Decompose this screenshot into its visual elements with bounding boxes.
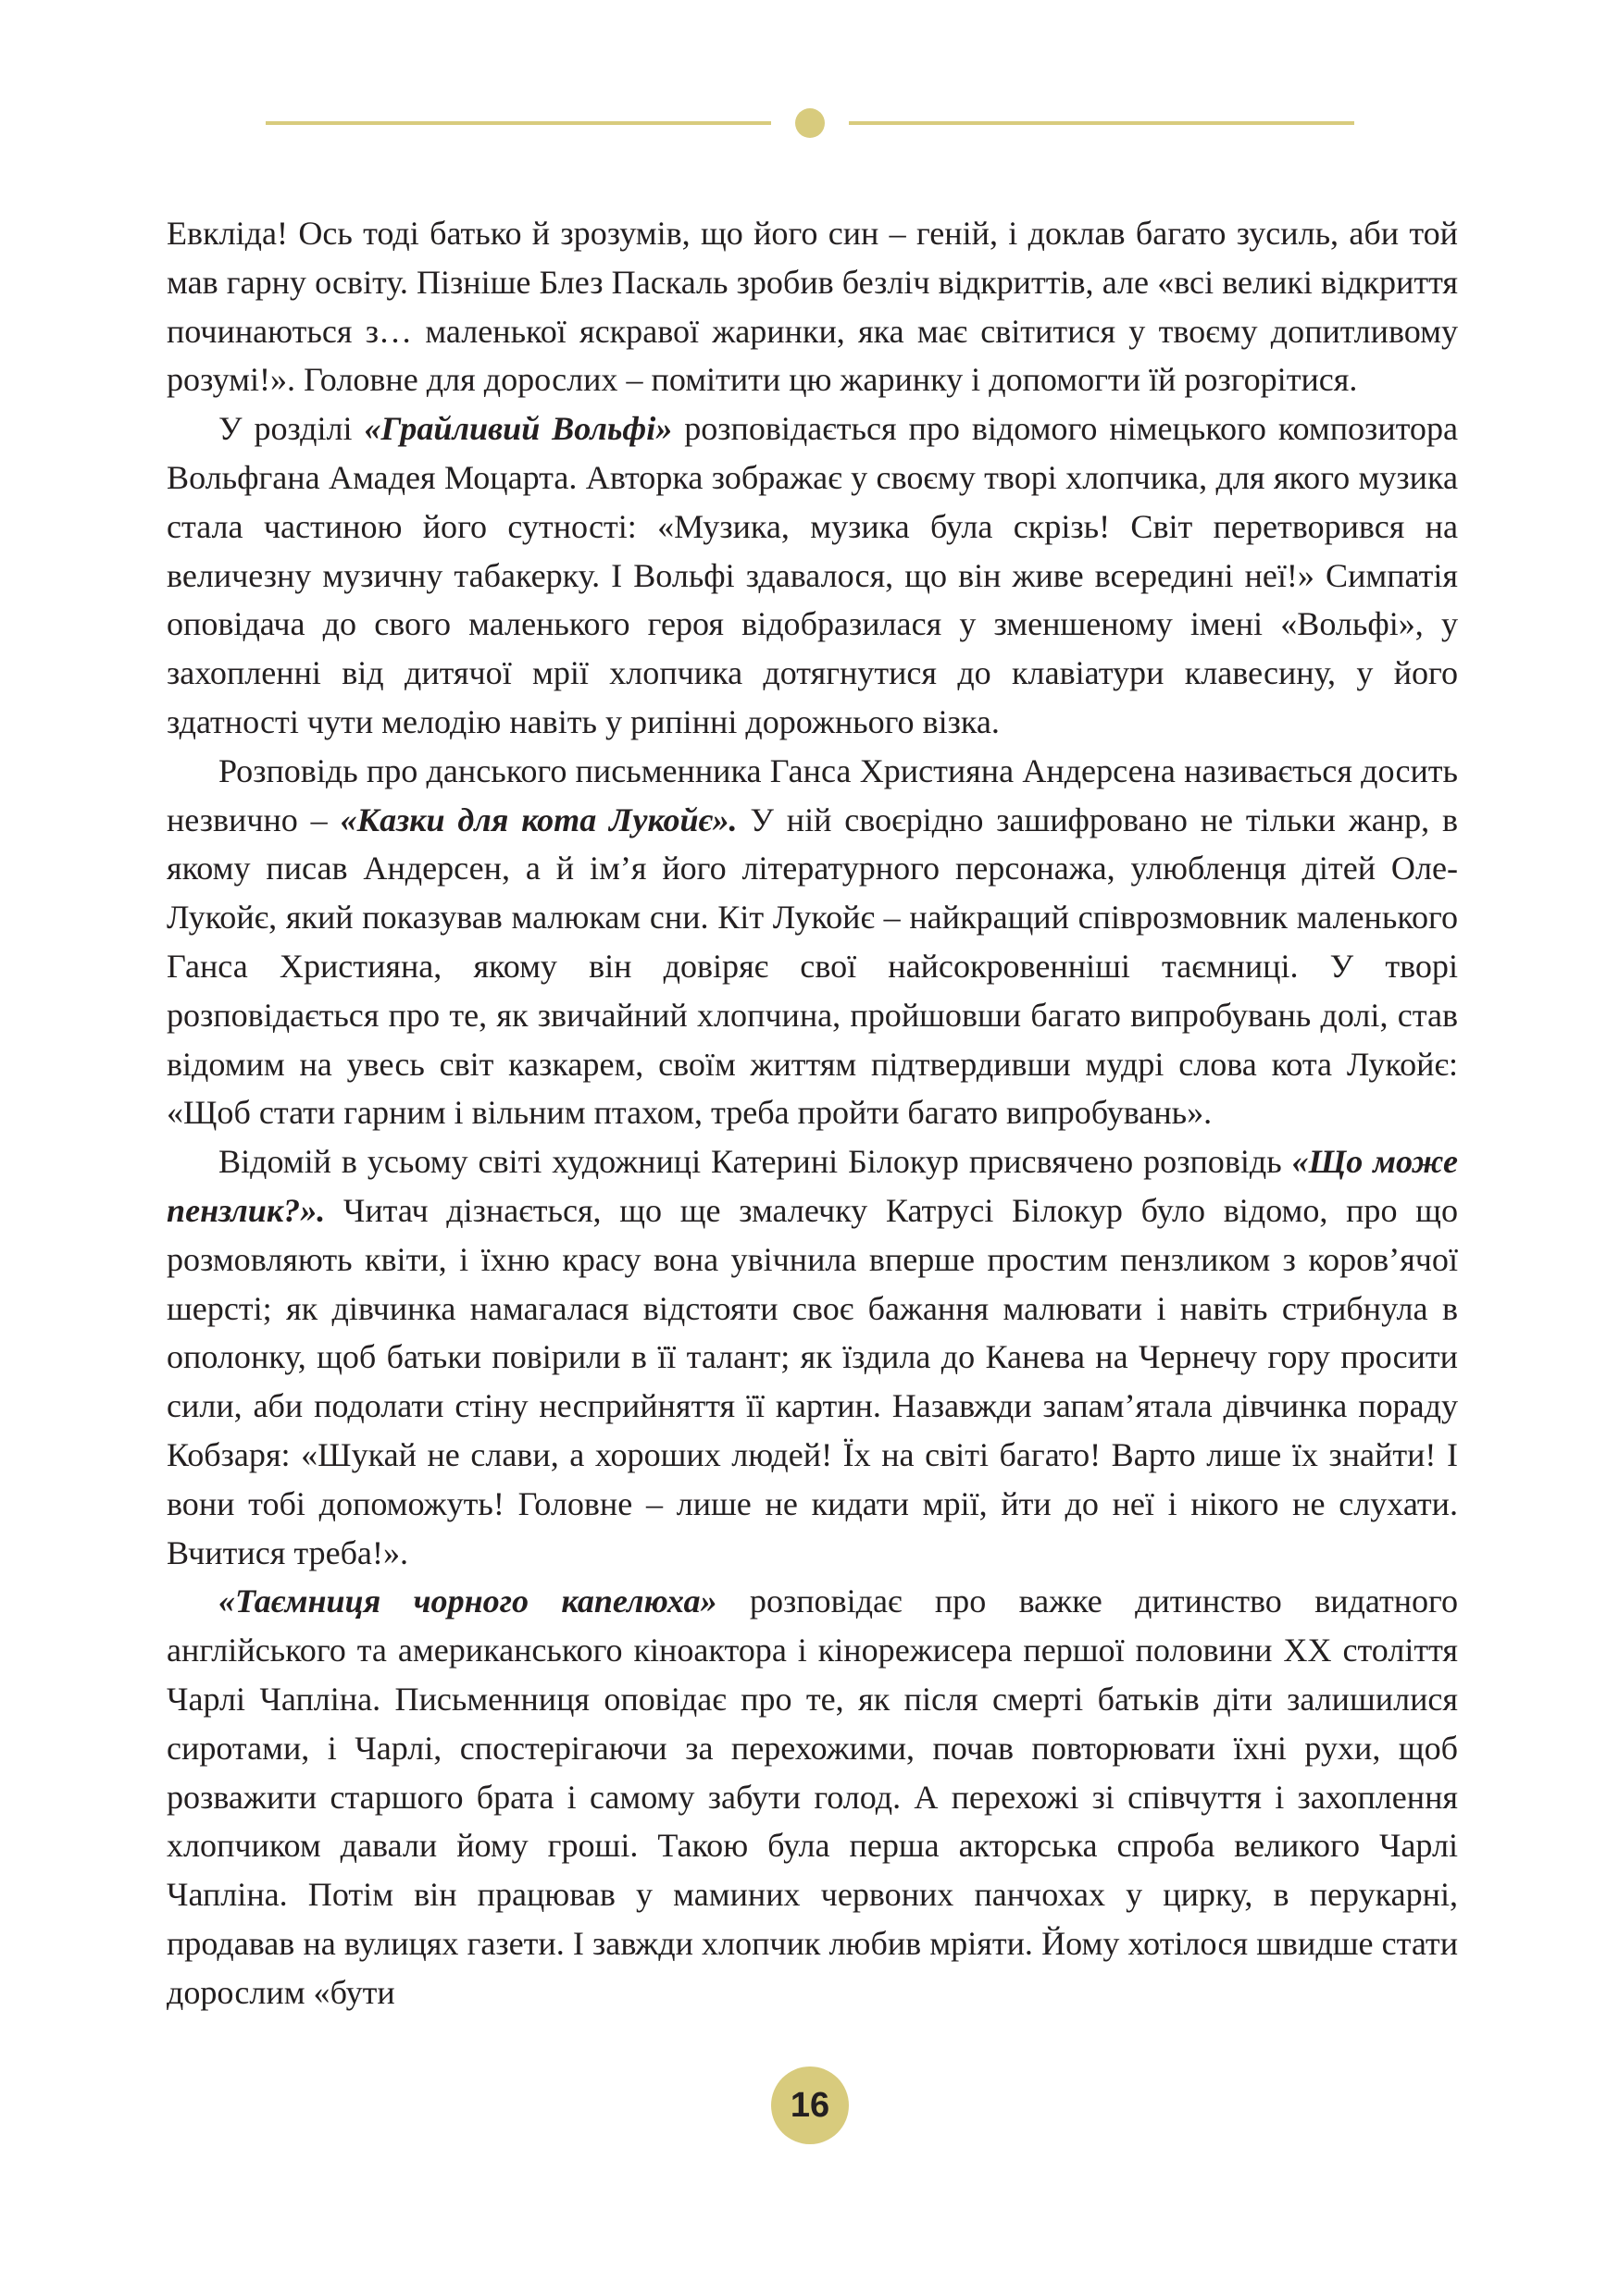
paragraph-text: розповідає про важке дитинство видатного англійського та американського кіноактора і кінорежисера першої половини ХХ століття Чарлі Чапліна. Письменниця оповідає про те, як після смерті батьків діти залишилися сиротами, і Чарлі, спостерігаючи за перехожими, почав повторювати їхні рухи, щоб розважити старшого брата і самому забути голод. А перехожі зі співчуття і захоплення хлопчиком давали йому гроші. Такою була перша акторська спроба великого Чарлі Чапліна. Потім він працював у маминих червоних панчохах у цирку, в перукарні, продавав на вулицях газети. І завжди хлопчик любив мріяти. Йому хотілося швидше стати дорослим «бути — [167, 1582, 1458, 2011]
story-title-taiemnytsia-kapeliukha: «Таємниця чорного капелюха» — [218, 1582, 717, 1620]
paragraph-2 — [167, 404, 1458, 747]
page-number-badge — [771, 2066, 849, 2144]
paragraph-text: У розділі — [218, 410, 365, 448]
paragraph-text: Евкліда! Ось тоді батько й зрозумів, що його син – геній, і доклав багато зусиль, аби той мав гарну освіту. Пізніше Блез Паскаль зробив безліч відкриттів, але «всі великі відкриття починаються з… маленької яскравої жаринки, яка має світитися у твоєму допитливому розумі!». Головне для дорослих – помітити цю жаринку і допомогти їй розгорітися. — [167, 215, 1458, 399]
paragraph-text: У ній своєрідно зашифровано не тільки жанр, в якому писав Андерсен, а й ім’я його літературного персонажа, улюбленця дітей Оле-Лукойє, який показував малюкам сни. Кіт Лукойє – найкращий співрозмовник маленького Ганса Християна, якому він довіряє свої найсокровенніші таємниці. У творі розповідається про те, як звичайний хлопчина, пройшовши багато випробувань долі, став відомим на увесь світ казкарем, своїм життям підтвердивши мудрі слова кота Лукойє: «Щоб стати гарним і вільним птахом, треба пройти багато випробувань». — [167, 800, 1458, 1132]
story-title-grailyvyi-volfi: «Грайливий Вольфі» — [364, 410, 673, 448]
page-number: 16 — [790, 2085, 830, 2125]
paragraph-3 — [167, 747, 1458, 1137]
header-ornament — [0, 0, 1619, 185]
paragraph-text: Розповідь про данського письменника Ганса Християна Андерсена називається досить незвично – — [167, 751, 1458, 838]
ornament-dot — [795, 108, 825, 138]
paragraph-4 — [167, 1137, 1458, 1577]
paragraph-text: розповідається про відомого німецького композитора Вольфгана Амадея Моцарта. Авторка зображає у своєму творі хлопчика, для якого музика стала частиною його сутності: «Музика, музика була скрізь! Світ перетворився на величезну музичну табакерку. І Вольфі здавалося, що він живе всередині неї!» Симпатія оповідача до свого маленького героя відобразилася у зменшеному імені «Вольфі», у захопленні від дитячої мрії хлопчика дотягнутися до клавіатури клавесину, у його здатності чути мелодію навіть у рипінні дорожнього візка. — [167, 410, 1459, 740]
paragraph-1 — [167, 209, 1458, 404]
story-title-shcho-mozhe-penzlyk: «Що може пензлик?». — [167, 1143, 1459, 1229]
paragraph-5 — [167, 1577, 1458, 2017]
paragraph-text: Читач дізнається, що ще змалечку Катрусі Білокур було відомо, про що розмовляють квіти, і їхню красу вона увічнила вперше простим пензликом з коров’ячої шерсті; як дівчинка намагалася відстояти своє бажання малювати і навіть стрибнула в ополонку, щоб батьки повірили в її талант; як їздила до Канева на Чернечу гору просити сили, аби подолати стіну несприйняття її картин. Назавжди запам’ятала дівчинка пораду Кобзаря: «Шукай не слави, а хороших людей! Їх на світі багато! Варто лише їх знайти! І вони тобі допоможуть! Головне – лише не кидати мрії, йти до неї і нікого не слухати. Вчитися треба!». — [167, 1191, 1458, 1571]
paragraph-text: Відомій в усьому світі художниці Катерині Білокур присвячено розповідь — [218, 1143, 1292, 1181]
body-text — [167, 209, 1458, 2017]
story-title-kazky-dlia-kota: «Казки для кота Лукойє». — [340, 800, 738, 838]
